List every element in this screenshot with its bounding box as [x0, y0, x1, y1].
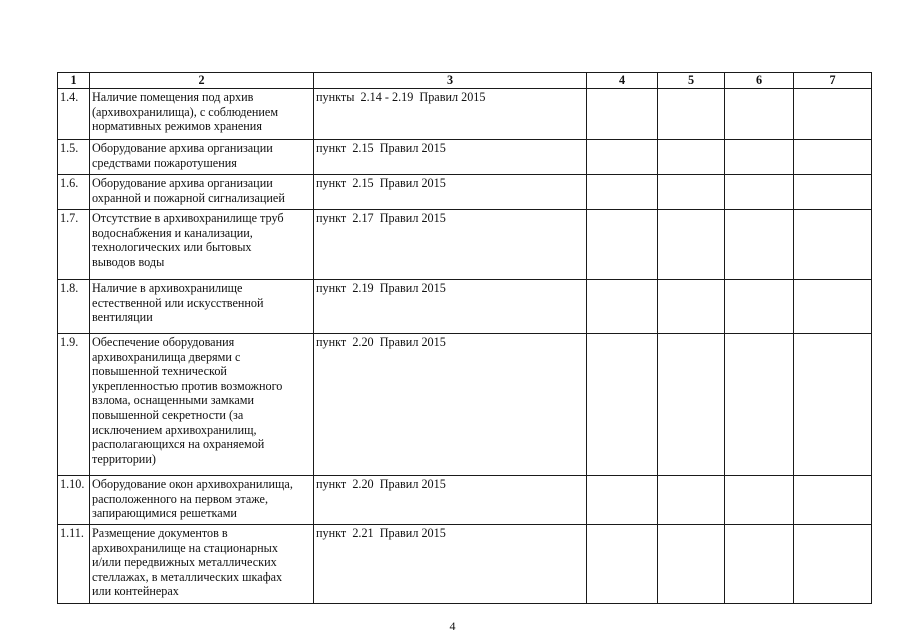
- empty-cell: [794, 140, 872, 175]
- reference-cell: пункты 2.14 - 2.19 Правил 2015: [314, 89, 587, 140]
- requirement-line: Размещение документов в: [92, 526, 228, 540]
- row-number: 1.7.: [58, 210, 90, 280]
- reference-cell: пункт 2.21 Правил 2015: [314, 525, 587, 604]
- column-header: 4: [587, 73, 658, 89]
- requirement-cell: [90, 175, 314, 210]
- table-row: [58, 89, 872, 140]
- empty-cell: [658, 210, 725, 280]
- requirement-line: выводов воды: [92, 254, 165, 269]
- empty-cell: [725, 89, 794, 140]
- requirement-line: исключением архивохранилищ,: [92, 422, 257, 437]
- empty-cell: [794, 525, 872, 604]
- table-row: [58, 476, 872, 525]
- requirement-line: запирающимися решетками: [92, 506, 237, 521]
- empty-cell: [658, 476, 725, 525]
- empty-cell: [587, 525, 658, 604]
- requirement-cell: [90, 140, 314, 175]
- requirement-line: стеллажах, в металлических шкафах: [92, 569, 283, 584]
- column-header: 3: [314, 73, 587, 89]
- empty-cell: [725, 210, 794, 280]
- requirement-cell: [90, 280, 314, 334]
- empty-cell: [725, 175, 794, 210]
- requirement-line: и/или передвижных металлических: [92, 555, 277, 570]
- empty-cell: [794, 175, 872, 210]
- requirement-line: водоснабжения и канализации,: [92, 225, 253, 240]
- requirement-line: естественной или искусственной: [92, 295, 264, 310]
- requirement-line: повышенной секретности (за: [92, 407, 244, 422]
- table-body: [58, 89, 872, 604]
- empty-cell: [658, 334, 725, 476]
- requirement-line: Оборудование окон архивохранилища,: [92, 477, 293, 491]
- requirement-line: располагающихся на охраняемой: [92, 437, 265, 452]
- empty-cell: [794, 280, 872, 334]
- empty-cell: [658, 89, 725, 140]
- empty-cell: [725, 280, 794, 334]
- empty-cell: [587, 140, 658, 175]
- row-number: 1.6.: [58, 175, 90, 210]
- empty-cell: [587, 89, 658, 140]
- row-number: 1.10.: [58, 476, 90, 525]
- row-number: 1.8.: [58, 280, 90, 334]
- column-header: 7: [794, 73, 872, 89]
- empty-cell: [658, 140, 725, 175]
- requirement-cell: [90, 210, 314, 280]
- table-row: [58, 210, 872, 280]
- requirement-line: архивохранилища дверями с: [92, 349, 241, 364]
- empty-cell: [725, 140, 794, 175]
- requirement-line: Обеспечение оборудования: [92, 335, 235, 349]
- column-header: 5: [658, 73, 725, 89]
- requirement-line: или контейнерах: [92, 584, 179, 599]
- row-number: 1.11.: [58, 525, 90, 604]
- empty-cell: [725, 334, 794, 476]
- table-header-row: [58, 73, 872, 89]
- empty-cell: [794, 210, 872, 280]
- column-header: 6: [725, 73, 794, 89]
- empty-cell: [587, 280, 658, 334]
- row-number: 1.4.: [58, 89, 90, 140]
- column-header: 2: [90, 73, 314, 89]
- table-row: [58, 140, 872, 175]
- empty-cell: [587, 476, 658, 525]
- row-number: 1.5.: [58, 140, 90, 175]
- requirement-line: охранной и пожарной сигнализацией: [92, 190, 285, 205]
- requirement-line: архивохранилище на стационарных: [92, 540, 278, 555]
- requirement-cell: [90, 476, 314, 525]
- requirement-line: Наличие помещения под архив: [92, 90, 254, 104]
- requirement-line: вентиляции: [92, 310, 153, 325]
- column-header: 1: [58, 73, 90, 89]
- empty-cell: [658, 525, 725, 604]
- page-number: 4: [449, 619, 456, 633]
- reference-cell: пункт 2.15 Правил 2015: [314, 140, 587, 175]
- requirement-line: Отсутствие в архивохранилище труб: [92, 211, 284, 225]
- reference-cell: пункт 2.17 Правил 2015: [314, 210, 587, 280]
- row-number: 1.9.: [58, 334, 90, 476]
- reference-cell: пункт 2.20 Правил 2015: [314, 334, 587, 476]
- requirement-line: расположенного на первом этаже,: [92, 491, 269, 506]
- empty-cell: [587, 175, 658, 210]
- checklist-table: [57, 72, 872, 604]
- empty-cell: [794, 476, 872, 525]
- requirement-cell: [90, 334, 314, 476]
- requirement-line: нормативных режимов хранения: [92, 119, 262, 134]
- requirement-line: Оборудование архива организации: [92, 176, 273, 190]
- empty-cell: [658, 175, 725, 210]
- requirement-line: повышенной технической: [92, 364, 227, 379]
- requirement-line: Оборудование архива организации: [92, 141, 273, 155]
- empty-cell: [725, 476, 794, 525]
- reference-cell: пункт 2.15 Правил 2015: [314, 175, 587, 210]
- table-row: [58, 280, 872, 334]
- requirement-cell: [90, 89, 314, 140]
- requirement-cell: [90, 525, 314, 604]
- requirement-line: взлома, оснащенными замками: [92, 393, 255, 408]
- requirement-line: территории): [92, 451, 156, 466]
- empty-cell: [587, 210, 658, 280]
- reference-cell: пункт 2.19 Правил 2015: [314, 280, 587, 334]
- requirement-line: укрепленностью против возможного: [92, 378, 283, 393]
- empty-cell: [794, 334, 872, 476]
- table-row: [58, 525, 872, 604]
- empty-cell: [658, 280, 725, 334]
- empty-cell: [725, 525, 794, 604]
- empty-cell: [794, 89, 872, 140]
- table-row: [58, 334, 872, 476]
- requirement-line: Наличие в архивохранилище: [92, 281, 243, 295]
- requirement-line: средствами пожаротушения: [92, 155, 237, 170]
- requirement-line: технологических или бытовых: [92, 240, 252, 255]
- empty-cell: [587, 334, 658, 476]
- table-row: [58, 175, 872, 210]
- reference-cell: пункт 2.20 Правил 2015: [314, 476, 587, 525]
- requirement-line: (архивохранилища), с соблюдением: [92, 104, 279, 119]
